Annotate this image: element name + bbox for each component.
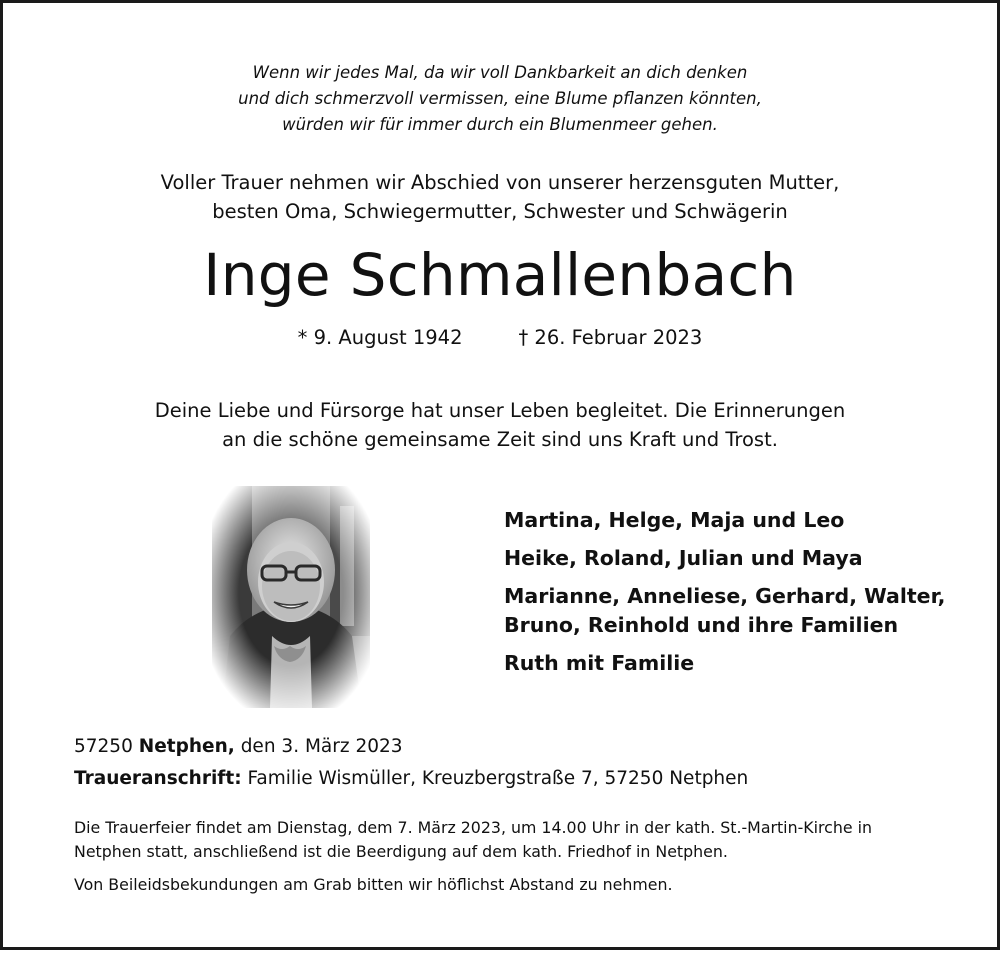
poem — [0, 60, 1000, 138]
mourning-address — [74, 764, 748, 794]
portrait-photo — [212, 486, 370, 708]
intro-line: besten Oma, Schwiegermutter, Schwester und Schwägerin — [212, 200, 788, 223]
birth-date: * 9. August 1942 — [297, 326, 463, 349]
memorial-quote — [0, 396, 1000, 454]
zip-code: 57250 — [74, 736, 133, 757]
mourner-group — [504, 506, 945, 535]
intro-line: Voller Trauer nehmen wir Abschied von unserer herzensguten Mutter, — [160, 171, 840, 194]
ceremony-line: Netphen statt, anschließend ist die Beerdigung auf dem kath. Friedhof in Netphen. — [74, 841, 728, 861]
address-value: Familie Wismüller, Kreuzbergstraße 7, 57250 Netphen — [247, 768, 749, 789]
mourner-line: Ruth mit Familie — [504, 651, 695, 675]
intro-text — [0, 168, 1000, 226]
ceremony-line: Die Trauerfeier findet am Dienstag, dem 7. März 2023, um 14.00 Uhr in der kath. St.-Martin-Kirche in — [74, 818, 873, 837]
condolence-note: Von Beileidsbekundungen am Grab bitten wir höflichst Abstand zu nehmen. — [74, 875, 673, 894]
mourners-list — [504, 506, 945, 687]
notice-date: den 3. März 2023 — [240, 736, 403, 757]
mourner-line: Marianne, Anneliese, Gerhard, Walter, — [504, 584, 946, 608]
quote-line: Deine Liebe und Fürsorge hat unser Leben begleitet. Die Erinnerungen — [154, 399, 846, 422]
poem-line: würden wir für immer durch ein Blumenmeer gehen. — [282, 115, 718, 134]
poem-line: Wenn wir jedes Mal, da wir voll Dankbarkeit an dich denken — [252, 63, 748, 82]
death-date: † 26. Februar 2023 — [518, 326, 703, 349]
mourner-line: Bruno, Reinhold und ihre Familien — [504, 613, 899, 637]
deceased-name: Inge Schmallenbach — [203, 241, 797, 309]
mourner-group — [504, 582, 945, 640]
ceremony-info — [74, 816, 872, 863]
mourner-group — [504, 544, 945, 573]
mourner-group — [504, 649, 945, 678]
mourner-line: Heike, Roland, Julian und Maya — [504, 546, 863, 570]
mourner-line: Martina, Helge, Maja und Leo — [504, 508, 845, 532]
quote-line: an die schöne gemeinsame Zeit sind uns Kraft und Trost. — [222, 428, 778, 451]
life-dates — [0, 324, 1000, 352]
city: Netphen, — [138, 736, 235, 757]
poem-line: und dich schmerzvoll vermissen, eine Blume pflanzen könnten, — [238, 89, 762, 108]
place-and-date — [74, 732, 403, 762]
address-label: Traueranschrift: — [74, 768, 242, 789]
